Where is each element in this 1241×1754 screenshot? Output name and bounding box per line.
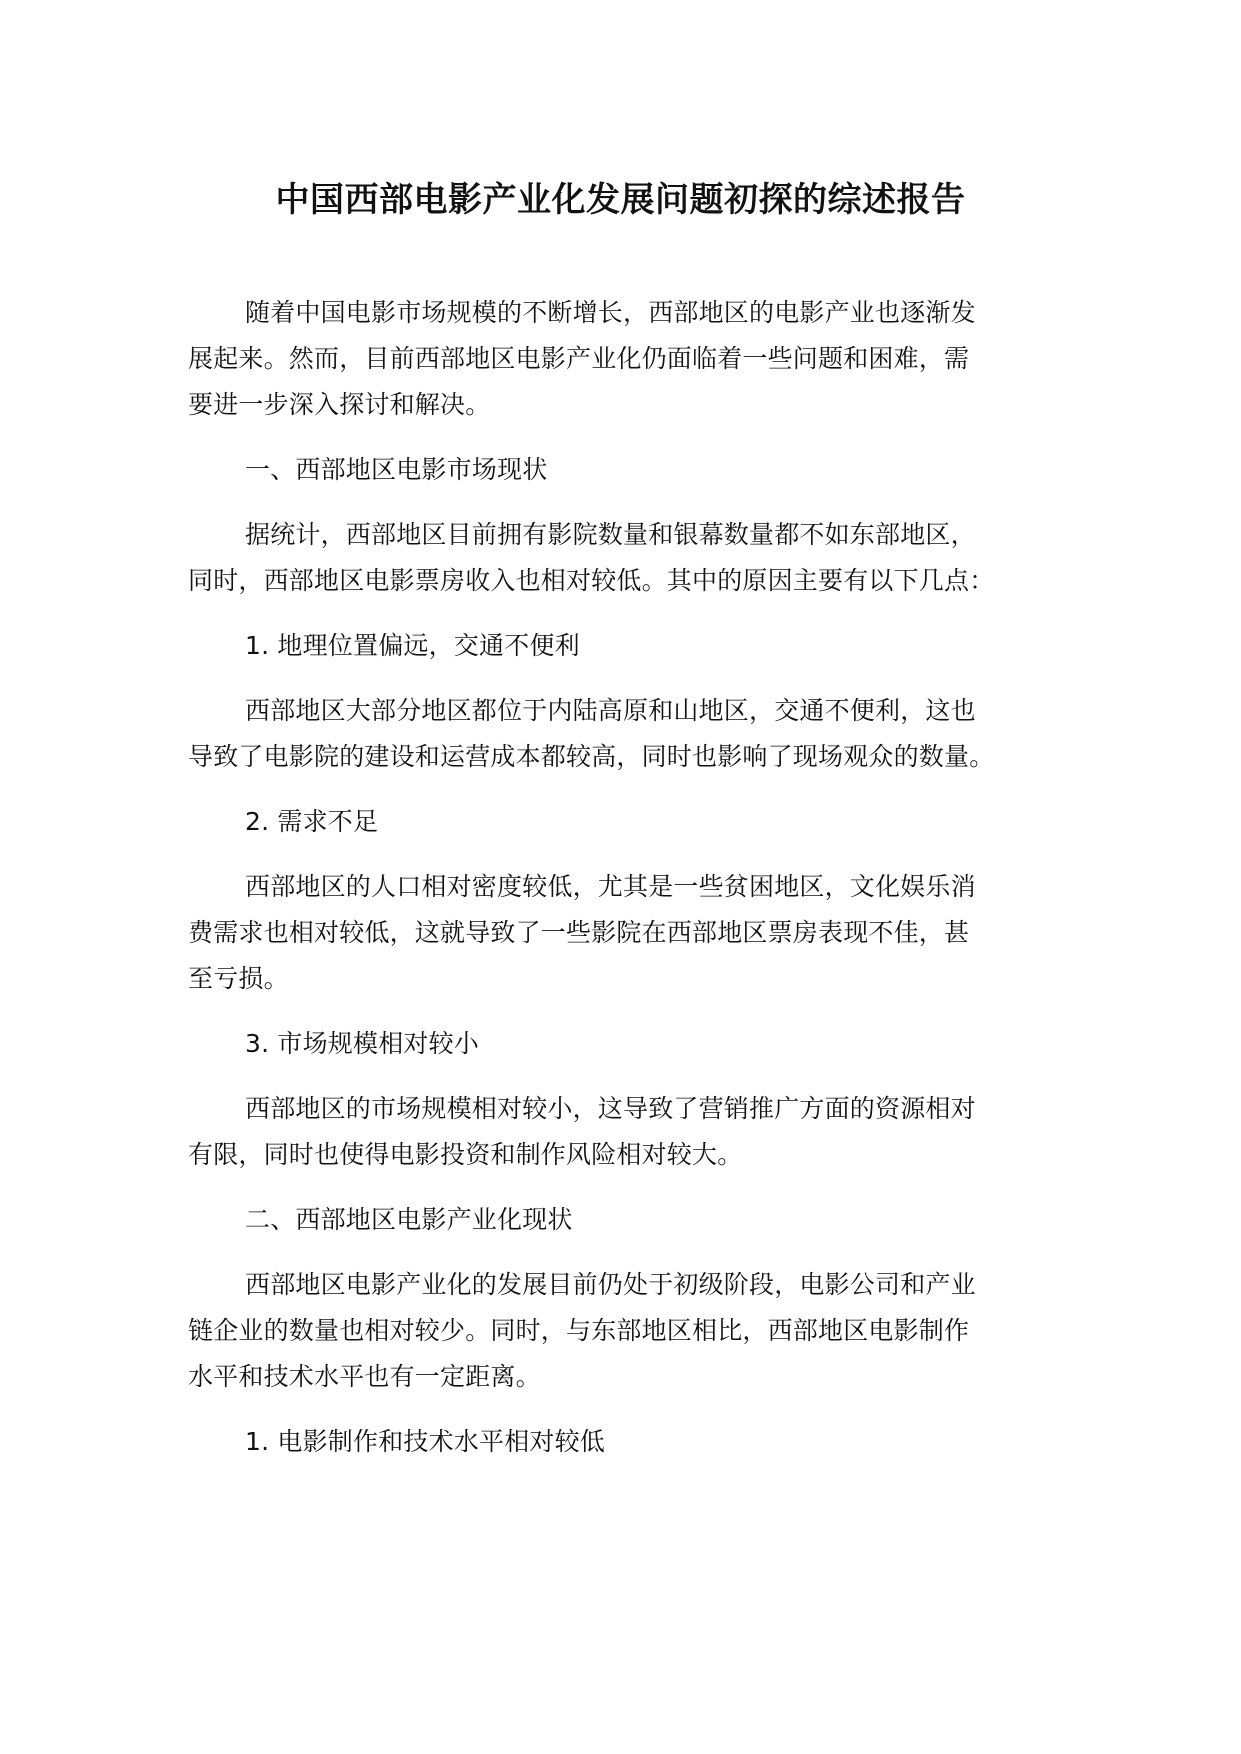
section-heading-1: 一、西部地区电影市场现状 bbox=[245, 455, 548, 484]
paragraph-line: 导致了电影院的建设和运营成本都较高，同时也影响了现场观众的数量。 bbox=[188, 742, 995, 771]
paragraph-statistics bbox=[188, 512, 1068, 604]
paragraph-line: 展起来。然而，目前西部地区电影产业化仍面临着一些问题和困难，需 bbox=[188, 344, 970, 373]
paragraph-line: 费需求也相对较低，这就导致了一些影院在西部地区票房表现不佳，甚 bbox=[188, 918, 970, 947]
paragraph-line: 西部地区电影产业化的发展目前仍处于初级阶段，电影公司和产业 bbox=[245, 1270, 976, 1299]
paragraph-line: 西部地区的市场规模相对较小，这导致了营销推广方面的资源相对 bbox=[245, 1094, 976, 1123]
subheading-demand: 2. 需求不足 bbox=[245, 807, 379, 836]
paragraph-geography bbox=[188, 688, 1068, 780]
paragraph-line: 据统计，西部地区目前拥有影院数量和银幕数量都不如东部地区， bbox=[245, 520, 976, 549]
subheading-geography: 1. 地理位置偏远，交通不便利 bbox=[245, 631, 580, 660]
paragraph-intro bbox=[188, 290, 1068, 428]
paragraph-line: 西部地区大部分地区都位于内陆高原和山地区，交通不便利，这也 bbox=[245, 696, 976, 725]
document-body bbox=[188, 290, 1068, 1484]
document-title: 中国西部电影产业化发展问题初探的综述报告 bbox=[275, 180, 966, 220]
paragraph-line: 同时，西部地区电影票房收入也相对较低。其中的原因主要有以下几点： bbox=[188, 566, 995, 595]
subheading-production-tech: 1. 电影制作和技术水平相对较低 bbox=[245, 1427, 606, 1456]
paragraph-line: 有限，同时也使得电影投资和制作风险相对较大。 bbox=[188, 1140, 743, 1169]
subheading-market-scale: 3. 市场规模相对较小 bbox=[245, 1029, 480, 1058]
paragraph-line: 链企业的数量也相对较少。同时，与东部地区相比，西部地区电影制作 bbox=[188, 1316, 970, 1345]
paragraph-line: 西部地区的人口相对密度较低，尤其是一些贫困地区，文化娱乐消 bbox=[245, 872, 976, 901]
paragraph-industrialization bbox=[188, 1262, 1068, 1400]
paragraph-demand bbox=[188, 864, 1068, 1002]
paragraph-line: 要进一步深入探讨和解决。 bbox=[188, 390, 491, 419]
paragraph-market-scale bbox=[188, 1086, 1068, 1178]
paragraph-line: 至亏损。 bbox=[188, 964, 289, 993]
paragraph-line: 水平和技术水平也有一定距离。 bbox=[188, 1362, 541, 1391]
paragraph-line: 随着中国电影市场规模的不断增长，西部地区的电影产业也逐渐发 bbox=[245, 298, 976, 327]
section-heading-2: 二、西部地区电影产业化现状 bbox=[245, 1205, 573, 1234]
